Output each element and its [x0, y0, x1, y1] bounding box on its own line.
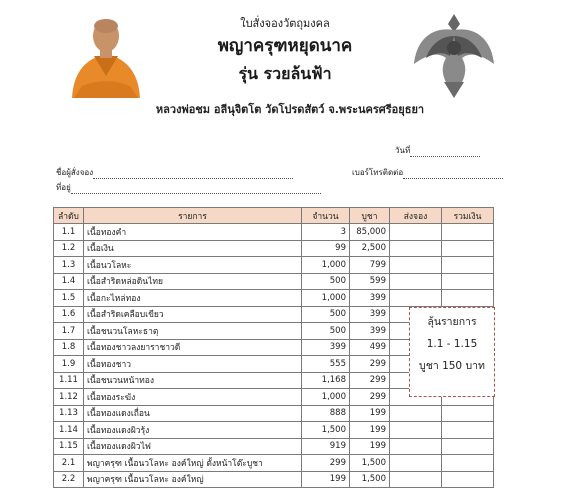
- row-price: 299: [350, 356, 390, 373]
- note-line-2: 1.1 - 1.15: [426, 338, 478, 350]
- row-quantity: 3: [302, 224, 350, 241]
- address-label: ที่อยู่: [56, 183, 71, 192]
- address-field[interactable]: [56, 181, 321, 194]
- row-number: 1.6: [54, 306, 84, 323]
- row-quantity: 1,168: [302, 372, 350, 389]
- row-order-input[interactable]: [390, 455, 442, 472]
- row-quantity: 1,500: [302, 422, 350, 439]
- row-order-input[interactable]: [390, 224, 442, 241]
- row-number: 2.2: [54, 471, 84, 488]
- table-row: [54, 273, 494, 290]
- row-number: 2.1: [54, 455, 84, 472]
- row-price: 2,500: [350, 240, 390, 257]
- col-header-order: ส่งจอง: [390, 208, 442, 224]
- row-item: พญาครุฑ เนื้อนวโลหะ องค์ใหญ่ ตั้งหน้าโต๊ะบูชา: [84, 455, 302, 472]
- row-number: 1.9: [54, 356, 84, 373]
- row-number: 1.7: [54, 323, 84, 340]
- date-label: วันที่: [395, 146, 411, 155]
- row-total-input[interactable]: [442, 438, 494, 455]
- row-order-input[interactable]: [390, 290, 442, 307]
- row-price: 599: [350, 273, 390, 290]
- lottery-note: [409, 307, 495, 397]
- row-item: เนื้อเงิน: [84, 240, 302, 257]
- row-price: 299: [350, 372, 390, 389]
- row-number: 1.11: [54, 372, 84, 389]
- row-order-input[interactable]: [390, 471, 442, 488]
- row-number: 1.14: [54, 422, 84, 439]
- row-total-input[interactable]: [442, 224, 494, 241]
- row-order-input[interactable]: [390, 405, 442, 422]
- row-item: เนื้อทองชาว: [84, 356, 302, 373]
- row-price: 799: [350, 257, 390, 274]
- row-order-input[interactable]: [390, 240, 442, 257]
- row-item: เนื้อกะไหล่ทอง: [84, 290, 302, 307]
- row-item: พญาครุฑ เนื้อนวโลหะ องค์ใหญ่: [84, 471, 302, 488]
- row-quantity: 555: [302, 356, 350, 373]
- col-header-price: บูชา: [350, 208, 390, 224]
- temple-line: หลวงพ่อชม อลีนุจิตโต วัดโปรดสัตว์ จ.พระนครศรีอยุธยา: [155, 103, 425, 116]
- row-order-input[interactable]: [390, 273, 442, 290]
- row-price: 199: [350, 422, 390, 439]
- row-quantity: 399: [302, 339, 350, 356]
- col-header-item: รายการ: [84, 208, 302, 224]
- phone-label: เบอร์โทรติดต่อ: [352, 168, 404, 177]
- row-quantity: 888: [302, 405, 350, 422]
- row-number: 1.1: [54, 224, 84, 241]
- row-item: เนื้อทองแดงผิวไฟ: [84, 438, 302, 455]
- row-number: 1.3: [54, 257, 84, 274]
- row-quantity: 1,000: [302, 290, 350, 307]
- row-total-input[interactable]: [442, 240, 494, 257]
- row-total-input[interactable]: [442, 471, 494, 488]
- row-item: เนื้อชนวนโลหะธาตุ: [84, 323, 302, 340]
- row-price: 399: [350, 290, 390, 307]
- col-header-total: รวมเงิน: [442, 208, 494, 224]
- note-line-1: ลุ้นรายการ: [427, 316, 477, 328]
- row-total-input[interactable]: [442, 257, 494, 274]
- row-total-input[interactable]: [442, 405, 494, 422]
- garuda-emblem: [410, 8, 498, 100]
- table-row: [54, 471, 494, 488]
- row-quantity: 919: [302, 438, 350, 455]
- row-price: 299: [350, 389, 390, 406]
- form-title-small: ใบสั่งจองวัตถุมงคล: [240, 17, 330, 30]
- series-title: รุ่น รวยล้นฟ้า: [238, 64, 332, 83]
- row-quantity: 500: [302, 273, 350, 290]
- row-quantity: 1,000: [302, 257, 350, 274]
- row-price: 399: [350, 306, 390, 323]
- row-price: 399: [350, 323, 390, 340]
- row-item: เนื้อทองระฆัง: [84, 389, 302, 406]
- row-number: 1.12: [54, 389, 84, 406]
- row-quantity: 99: [302, 240, 350, 257]
- row-price: 1,500: [350, 471, 390, 488]
- row-item: เนื้อทองแดงเถื่อน: [84, 405, 302, 422]
- row-number: 1.13: [54, 405, 84, 422]
- row-number: 1.8: [54, 339, 84, 356]
- monk-portrait: [64, 6, 148, 98]
- row-quantity: 199: [302, 471, 350, 488]
- table-row: [54, 422, 494, 439]
- date-field[interactable]: [395, 144, 480, 157]
- row-price: 199: [350, 405, 390, 422]
- table-row: [54, 290, 494, 307]
- row-price: 85,000: [350, 224, 390, 241]
- row-number: 1.5: [54, 290, 84, 307]
- row-item: เนื้อทองแดงผิวรุ้ง: [84, 422, 302, 439]
- row-item: เนื้อสำริดเคลือบเขียว: [84, 306, 302, 323]
- row-quantity: 299: [302, 455, 350, 472]
- row-item: เนื้อทองชาวลงยาราชาวดี: [84, 339, 302, 356]
- row-number: 1.4: [54, 273, 84, 290]
- row-quantity: 500: [302, 323, 350, 340]
- row-order-input[interactable]: [390, 438, 442, 455]
- row-item: เนื้อสำริดหล่อดินไทย: [84, 273, 302, 290]
- col-header-no: ลำดับ: [54, 208, 84, 224]
- row-total-input[interactable]: [442, 273, 494, 290]
- name-label: ชื่อผู้สั่งจอง: [56, 168, 94, 177]
- row-item: เนื้อนวโลหะ: [84, 257, 302, 274]
- table-row: [54, 224, 494, 241]
- row-total-input[interactable]: [442, 455, 494, 472]
- row-quantity: 1,000: [302, 389, 350, 406]
- table-row: [54, 257, 494, 274]
- row-price: 199: [350, 438, 390, 455]
- row-total-input[interactable]: [442, 422, 494, 439]
- row-price: 499: [350, 339, 390, 356]
- phone-field[interactable]: [352, 166, 503, 179]
- row-price: 1,500: [350, 455, 390, 472]
- note-line-3: บูชา 150 บาท: [419, 360, 485, 372]
- col-header-qty: จำนวน: [302, 208, 350, 224]
- amulet-title: พญาครุฑหยุดนาค: [217, 36, 353, 56]
- row-quantity: 500: [302, 306, 350, 323]
- table-header-row: [54, 208, 494, 224]
- row-number: 1.2: [54, 240, 84, 257]
- row-order-input[interactable]: [390, 257, 442, 274]
- table-row: [54, 455, 494, 472]
- row-total-input[interactable]: [442, 290, 494, 307]
- row-order-input[interactable]: [390, 422, 442, 439]
- name-field[interactable]: [56, 166, 293, 179]
- table-row: [54, 240, 494, 257]
- row-item: เนื้อทองคำ: [84, 224, 302, 241]
- row-item: เนื้อชนวนหน้าทอง: [84, 372, 302, 389]
- table-row: [54, 405, 494, 422]
- table-row: [54, 438, 494, 455]
- row-number: 1.15: [54, 438, 84, 455]
